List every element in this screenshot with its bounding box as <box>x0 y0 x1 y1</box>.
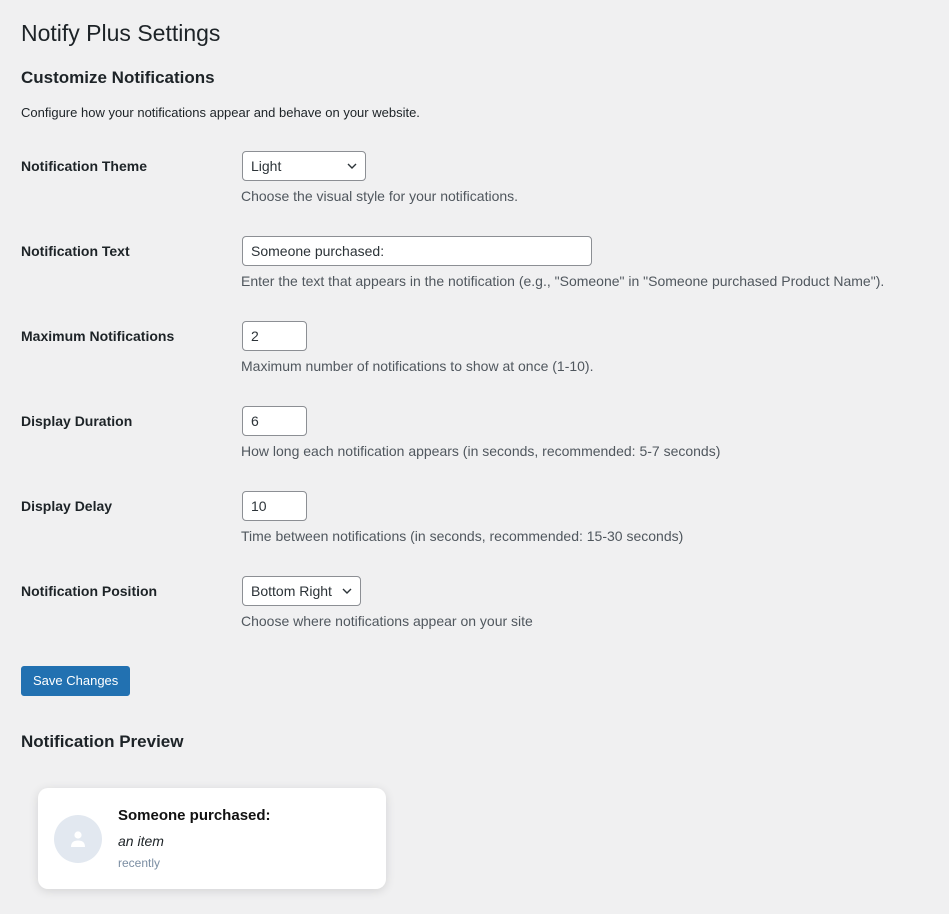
theme-select-value: Light <box>251 158 282 174</box>
preview-title: Notification Preview <box>21 732 184 751</box>
notification-text-input[interactable]: Someone purchased: <box>242 236 592 266</box>
delay-description: Time between notifications (in seconds, recommended: 15-30 seconds) <box>241 528 684 544</box>
max-label: Maximum Notifications <box>21 328 175 344</box>
avatar <box>54 815 102 863</box>
chevron-down-icon <box>342 586 352 596</box>
position-select-value: Bottom Right <box>251 583 332 599</box>
duration-description: How long each notification appears (in seconds, recommended: 5-7 seconds) <box>241 443 721 459</box>
section-description: Configure how your notifications appear and behave on your website. <box>21 105 420 120</box>
page-title: Notify Plus Settings <box>21 20 221 46</box>
preview-card-title: Someone purchased: <box>118 807 271 824</box>
delay-label: Display Delay <box>21 498 113 514</box>
position-select[interactable] <box>242 576 361 606</box>
chevron-down-icon <box>347 161 357 171</box>
position-label: Notification Position <box>21 583 158 599</box>
text-description: Enter the text that appears in the notification (e.g., "Someone" in "Someone purchased Product Name"). <box>241 273 885 289</box>
max-notifications-input[interactable]: 2 <box>242 321 307 351</box>
position-description: Choose where notifications appear on your site <box>241 613 533 629</box>
theme-select[interactable] <box>242 151 366 181</box>
user-icon <box>70 830 86 848</box>
theme-label: Notification Theme <box>21 158 148 174</box>
preview-product: an item <box>118 833 164 849</box>
theme-description: Choose the visual style for your notifications. <box>241 188 519 204</box>
display-duration-input[interactable]: 6 <box>242 406 307 436</box>
text-label: Notification Text <box>21 243 130 259</box>
duration-label: Display Duration <box>21 413 133 429</box>
notification-preview-card <box>38 788 386 889</box>
save-changes-button[interactable]: Save Changes <box>21 666 130 696</box>
max-description: Maximum number of notifications to show at once (1-10). <box>241 358 594 374</box>
preview-time: recently <box>118 856 161 870</box>
display-delay-input[interactable]: 10 <box>242 491 307 521</box>
section-title: Customize Notifications <box>21 68 215 87</box>
